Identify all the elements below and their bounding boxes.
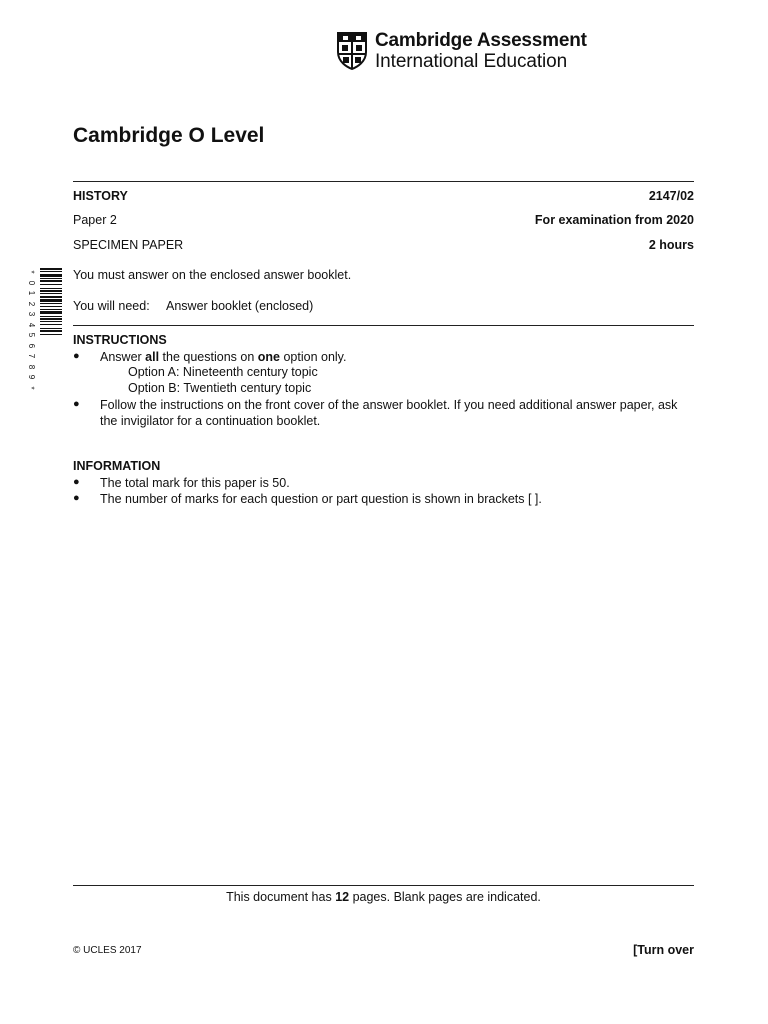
need-value: Answer booklet (enclosed)	[166, 299, 314, 313]
cambridge-crest-icon	[337, 32, 367, 70]
subject-code: 2147/02	[648, 189, 694, 203]
instruction-1-bold-all: all	[145, 350, 160, 364]
header-divider	[73, 181, 694, 182]
instruction-1-text-end: option only.	[279, 350, 347, 364]
page-title: Cambridge O Level	[73, 124, 265, 147]
barcode-bar	[40, 330, 62, 332]
barcode-digit: 0	[27, 280, 37, 285]
footer-divider	[73, 885, 694, 886]
information-item-2: The number of marks for each question or part question is shown in brackets [ ].	[100, 492, 542, 506]
option-b: Option B: Twentieth century topic	[128, 381, 312, 395]
barcode-digit: 1	[27, 290, 37, 296]
barcode-bars	[40, 268, 62, 396]
need-label: You will need:	[73, 299, 150, 313]
barcode-digit: *	[26, 270, 36, 274]
paper-row	[73, 213, 694, 227]
instruction-item-2: Follow the instructions on the front cover of the answer booklet. If you need additional answer paper, ask the invigilator for a continuation booklet.	[100, 398, 678, 428]
logo-line1: Cambridge Assessment	[375, 30, 587, 51]
barcode-bar	[40, 271, 62, 272]
barcode-bar	[40, 280, 62, 282]
bullet-icon: ●	[73, 476, 80, 488]
cambridge-logo	[337, 30, 587, 74]
barcode-bar	[40, 288, 62, 289]
barcode-bar	[40, 309, 62, 310]
barcode-bar	[40, 290, 62, 292]
page-count-note	[73, 890, 694, 904]
barcode-bar	[40, 293, 62, 294]
type-row	[73, 238, 694, 252]
barcode-digit: 9	[27, 374, 37, 380]
barcode-bar	[40, 268, 62, 270]
subject-row	[73, 189, 694, 203]
instructions-heading: INSTRUCTIONS	[73, 333, 167, 347]
barcode-bar	[40, 284, 62, 285]
information-item-1: The total mark for this paper is 50.	[100, 476, 290, 490]
logo-line2: International Education	[375, 51, 568, 72]
page-count: 12	[335, 890, 350, 904]
barcode-bar	[40, 311, 62, 314]
answer-note: You must answer on the enclosed answer booklet.	[73, 268, 352, 282]
barcode-digit: 7	[27, 353, 37, 359]
instruction-1-bold-one: one	[257, 350, 280, 364]
barcode	[28, 268, 62, 396]
subject-name: HISTORY	[73, 189, 128, 203]
barcode-digit: *	[26, 385, 36, 390]
barcode-bar	[40, 296, 62, 298]
bullet-icon: ●	[73, 350, 80, 362]
barcode-bar	[40, 316, 62, 317]
paper-type: SPECIMEN PAPER	[73, 238, 184, 252]
barcode-digit: 3	[27, 311, 37, 317]
bullet-icon: ●	[73, 398, 80, 410]
barcode-bar	[40, 324, 62, 325]
barcode-digit: 2	[27, 301, 37, 306]
barcode-digit: 4	[27, 322, 37, 327]
information-heading: INFORMATION	[73, 459, 161, 473]
barcode-bar	[40, 274, 62, 277]
paper-number: Paper 2	[73, 213, 117, 227]
instruction-item-1	[100, 349, 694, 365]
barcode-digit: 8	[27, 364, 37, 369]
exam-from: For examination from 2020	[534, 213, 694, 227]
page-count-text-end: pages. Blank pages are indicated.	[349, 890, 541, 904]
barcode-bar	[40, 328, 62, 329]
barcode-bar	[40, 278, 62, 279]
barcode-bar	[40, 299, 62, 302]
bullet-icon: ●	[73, 492, 80, 504]
barcode-bar	[40, 303, 62, 304]
barcode-bar	[40, 334, 62, 335]
page-count-text: This document has	[226, 890, 336, 904]
barcode-digit: 5	[27, 332, 37, 338]
barcode-digits	[28, 268, 38, 396]
barcode-bar	[40, 306, 62, 307]
instruction-1-text: Answer	[100, 350, 146, 364]
materials-divider	[73, 325, 694, 326]
copyright: © UCLES 2017	[73, 945, 142, 956]
duration: 2 hours	[648, 238, 694, 252]
turn-over: [Turn over	[633, 943, 694, 957]
option-a: Option A: Nineteenth century topic	[128, 365, 318, 379]
barcode-bar	[40, 318, 62, 320]
barcode-digit: 6	[27, 343, 37, 348]
instruction-1-text-mid: the questions on	[159, 350, 258, 364]
barcode-bar	[40, 321, 62, 322]
